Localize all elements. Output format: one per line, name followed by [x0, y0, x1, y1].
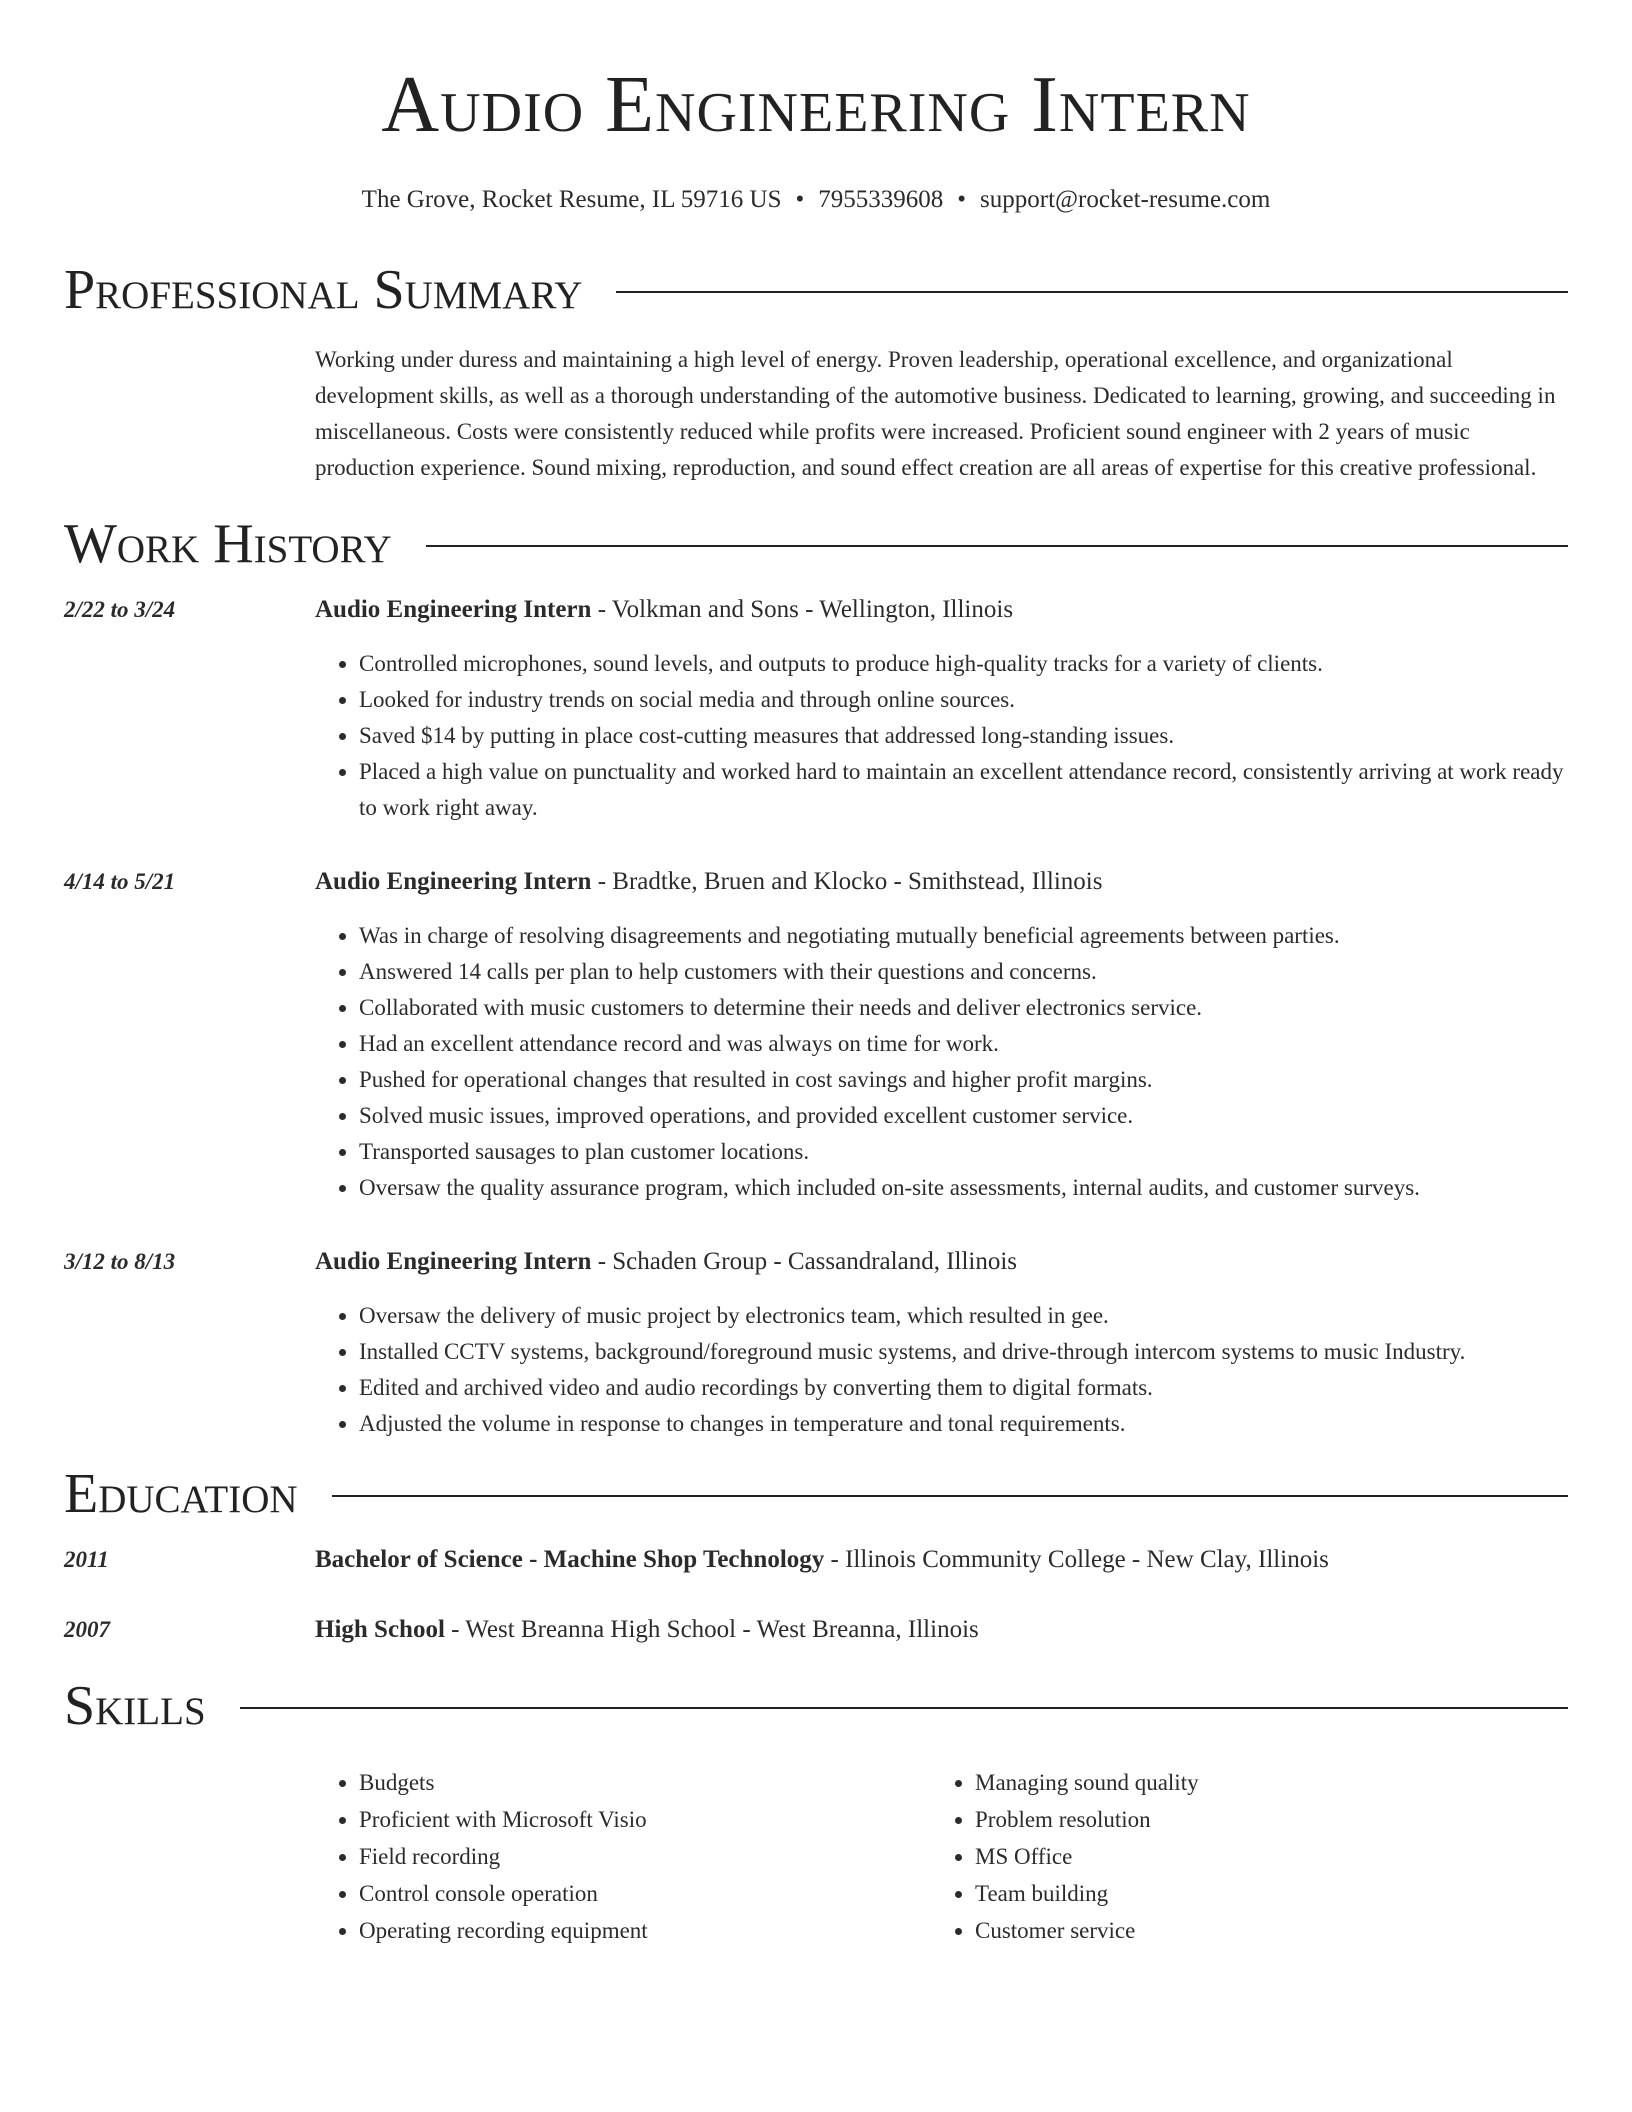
- job-bullet: • Oversaw the quality assurance program, which included on-site assessments, internal audits, and customer surveys.: [359, 1170, 1568, 1206]
- education-line: [315, 1542, 1568, 1578]
- skills-section-header: [64, 1674, 1568, 1738]
- section-divider: [240, 1707, 1568, 1709]
- section-divider: [616, 291, 1568, 293]
- job-dates: 4/14 to 5/21: [64, 869, 176, 894]
- skill-item: • Customer service: [975, 1912, 1547, 1949]
- job-entry: [64, 1244, 1568, 1442]
- skill-item: • Problem resolution: [975, 1801, 1547, 1838]
- job-details: - Schaden Group - Cassandraland, Illinois: [591, 1248, 1018, 1275]
- summary-heading: Professional Summary: [64, 259, 583, 321]
- contact-line: [64, 184, 1568, 216]
- job-body: [315, 864, 1568, 1206]
- job-bullet: • Edited and archived video and audio recordings by converting them to digital formats.: [359, 1370, 1568, 1406]
- skills-heading: Skills: [64, 1675, 206, 1737]
- education-degree: Bachelor of Science - Machine Shop Technology: [315, 1546, 825, 1573]
- skill-item: • Control console operation: [359, 1875, 931, 1912]
- contact-address: The Grove, Rocket Resume, IL 59716 US: [361, 186, 782, 213]
- job-dates: 3/12 to 8/13: [64, 1249, 176, 1274]
- job-bullet: • Adjusted the volume in response to changes in temperature and tonal requirements.: [359, 1406, 1568, 1442]
- resume-name: Audio Engineering Intern: [381, 61, 1251, 149]
- job-details: - Volkman and Sons - Wellington, Illinois: [591, 596, 1014, 623]
- job-entry: [64, 592, 1568, 826]
- job-bullet: • Answered 14 calls per plan to help customers with their questions and concerns.: [359, 954, 1568, 990]
- education-details: - West Breanna High School - West Breanna, Illinois: [444, 1616, 979, 1643]
- job-body: [315, 1244, 1568, 1442]
- education-body: [315, 1612, 1568, 1648]
- contact-separator: •: [795, 186, 805, 213]
- skills-columns: [315, 1764, 1568, 1949]
- job-bullet: • Solved music issues, improved operations, and provided excellent customer service.: [359, 1098, 1568, 1134]
- skill-item: • Proficient with Microsoft Visio: [359, 1801, 931, 1838]
- skills-left-list: [315, 1764, 931, 1949]
- job-bullets: [315, 918, 1568, 1206]
- job-title-line: [315, 592, 1568, 628]
- job-bullet: • Installed CCTV systems, background/foreground music systems, and drive-through intercom systems to music Industry.: [359, 1334, 1568, 1370]
- resume-page: [64, 0, 1568, 1949]
- education-list: [64, 1542, 1568, 1648]
- education-degree: High School: [315, 1616, 445, 1643]
- job-bullets: [315, 646, 1568, 826]
- contact-phone: 7955339608: [818, 186, 944, 213]
- job-bullet: • Had an excellent attendance record and was always on time for work.: [359, 1026, 1568, 1062]
- job-bullet: • Pushed for operational changes that resulted in cost savings and higher profit margins.: [359, 1062, 1568, 1098]
- job-details: - Bradtke, Bruen and Klocko - Smithstead, Illinois: [591, 868, 1103, 895]
- skill-item: • Team building: [975, 1875, 1547, 1912]
- job-bullets: [315, 1298, 1568, 1442]
- section-divider: [426, 545, 1568, 547]
- education-details: - Illinois Community College - New Clay, Illinois: [824, 1546, 1329, 1573]
- job-dates: 2/22 to 3/24: [64, 597, 176, 622]
- summary-text: Working under duress and maintaining a high level of energy. Proven leadership, operational excellence, and organizational development skills, as well as a thorough understanding of the automotive business. Dedicated to learning, growing, and succeeding in miscellaneous. Costs were consistently reduced while profits were increased. Proficient sound engineer with 2 years of music production experience. Sound mixing, reproduction, and sound effect creation are all areas of expertise for this creative professional.: [315, 347, 1556, 480]
- skill-item: • Field recording: [359, 1838, 931, 1875]
- job-title: Audio Engineering Intern: [315, 1248, 592, 1275]
- job-bullet: • Saved $14 by putting in place cost-cutting measures that addressed long-standing issues.: [359, 718, 1568, 754]
- skill-item: • Operating recording equipment: [359, 1912, 931, 1949]
- job-bullet: • Oversaw the delivery of music project by electronics team, which resulted in gee.: [359, 1298, 1568, 1334]
- job-title-line: [315, 1244, 1568, 1280]
- job-title: Audio Engineering Intern: [315, 596, 592, 623]
- education-line: [315, 1612, 1568, 1648]
- work-heading: Work History: [64, 513, 392, 575]
- job-bullet: • Controlled microphones, sound levels, and outputs to produce high-quality tracks for a variety of clients.: [359, 646, 1568, 682]
- education-section-header: [64, 1462, 1568, 1526]
- education-heading: Education: [64, 1463, 298, 1525]
- job-bullet: • Looked for industry trends on social media and through online sources.: [359, 682, 1568, 718]
- job-title-line: [315, 864, 1568, 900]
- job-entry: [64, 864, 1568, 1206]
- contact-email: support@rocket-resume.com: [980, 186, 1271, 213]
- job-title: Audio Engineering Intern: [315, 868, 592, 895]
- job-bullet: • Was in charge of resolving disagreements and negotiating mutually beneficial agreements between parties.: [359, 918, 1568, 954]
- job-body: [315, 592, 1568, 826]
- education-year: 2011: [64, 1547, 109, 1572]
- work-section-header: [64, 512, 1568, 576]
- job-bullet: • Collaborated with music customers to determine their needs and deliver electronics service.: [359, 990, 1568, 1026]
- contact-separator: •: [957, 186, 967, 213]
- skill-item: • Managing sound quality: [975, 1764, 1547, 1801]
- skills-right-list: [931, 1764, 1547, 1949]
- education-entry: [64, 1542, 1568, 1578]
- job-bullet: • Transported sausages to plan customer locations.: [359, 1134, 1568, 1170]
- skill-item: • MS Office: [975, 1838, 1547, 1875]
- job-bullet: • Placed a high value on punctuality and worked hard to maintain an excellent attendance record, consistently arriving at work ready to work right away.: [359, 754, 1568, 826]
- skill-item: • Budgets: [359, 1764, 931, 1801]
- education-body: [315, 1542, 1568, 1578]
- section-divider: [332, 1495, 1568, 1497]
- education-entry: [64, 1612, 1568, 1648]
- education-year: 2007: [64, 1617, 110, 1642]
- work-history-list: [64, 592, 1568, 1442]
- summary-section-header: [64, 258, 1568, 322]
